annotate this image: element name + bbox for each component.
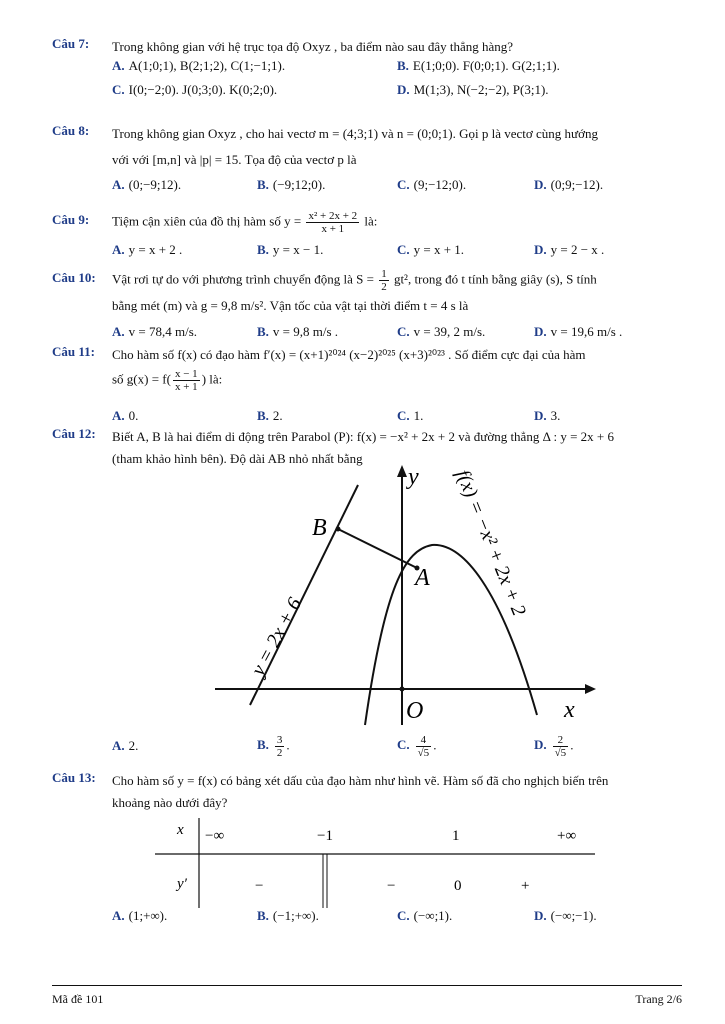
y-axis-label: y xyxy=(408,464,419,490)
question-number: Câu 11: xyxy=(52,344,95,359)
option-d[interactable]: D. v = 19,6 m/s . xyxy=(534,324,623,339)
sign-value: − xyxy=(255,878,264,894)
question-number: Câu 13: xyxy=(52,770,96,785)
option-c[interactable]: C. (9;−12;0). xyxy=(397,177,467,192)
options-row xyxy=(112,58,682,78)
option-d[interactable]: D. (0;9;−12). xyxy=(534,177,604,192)
options-row xyxy=(112,408,682,428)
fraction: $\frac{1}{2}$ xyxy=(381,268,387,293)
origin-point xyxy=(400,687,405,692)
option-c[interactable]: C. (−∞;1). xyxy=(397,908,453,923)
sign-value: 0 xyxy=(454,878,462,894)
question-text: Trong không gian Oxyz , cho hai vectơ m = (4;3;1) và n = (0;0;1). Gọi p là vectơ cùng hướng với với [m,n] và |p| = 15. Tọa độ của vectơ p là xyxy=(112,126,598,167)
segment-ab xyxy=(338,529,417,568)
option-c[interactable]: C. $\frac{4}{√5}$ . xyxy=(397,734,437,759)
option-a[interactable]: A. (1;+∞). xyxy=(112,908,168,923)
options-row xyxy=(112,734,682,759)
option-b[interactable]: B. v = 9,8 m/s . xyxy=(257,324,339,339)
sign-value: − xyxy=(387,878,396,894)
option-b[interactable]: B. y = x − 1. xyxy=(257,242,324,257)
option-d[interactable]: D. 3. xyxy=(534,408,561,423)
row-head-yprime: y′ xyxy=(177,876,187,892)
x-value: −1 xyxy=(317,828,333,844)
option-a[interactable]: A. A(1;0;1), B(2;1;2), C(1;−1;1). xyxy=(112,58,286,73)
line-label: y = 2x + 6 xyxy=(246,594,307,680)
point-a-label: A xyxy=(415,565,430,591)
parabola-label: f(x) = −x² + 2x + 2 xyxy=(451,466,531,620)
option-a[interactable]: A. (0;−9;12). xyxy=(112,177,182,192)
fraction: $\frac{\text{x² + 2x + 2}}{x + 1}$ xyxy=(308,210,358,235)
option-b[interactable]: B. (−1;+∞). xyxy=(257,908,319,923)
question-text: Tiệm cận xiên của đồ thị hàm số y = $\frac{\text{x² + 2x + 2}}{x + 1}$ là: xyxy=(112,210,378,235)
options-row xyxy=(112,82,682,102)
row-head-x: x xyxy=(177,822,184,838)
question-text: Cho hàm số y = f(x) có bảng xét dấu của đạo hàm như hình vẽ. Hàm số đã cho nghịch biến trên khoảng nào dưới đây? xyxy=(112,773,609,810)
origin-label: O xyxy=(406,698,424,724)
sign-table xyxy=(155,818,595,908)
option-b[interactable]: B. $\frac{3}{2}$ . xyxy=(257,734,290,759)
option-a[interactable]: A. y = x + 2 . xyxy=(112,242,183,257)
option-d[interactable]: D. y = 2 − x . xyxy=(534,242,605,257)
question-text: Cho hàm số f(x) có đạo hàm f′(x) = (x+1)²⁰²⁴ (x−2)²⁰²⁵ (x+3)²⁰²³ . Số điểm cực đại của hàm số g(x) = f( $\frac{x - 1}{x + 1}$ ) là: xyxy=(112,347,586,393)
x-axis-label: x xyxy=(564,697,575,723)
option-a[interactable]: A. 2. xyxy=(112,738,139,753)
exam-code: Mã đề 101 xyxy=(52,992,104,1006)
options-row xyxy=(112,324,682,344)
option-b[interactable]: B. E(1;0;0). F(0;0;1). G(2;1;1). xyxy=(397,58,560,73)
parabola-line-graph xyxy=(200,455,600,730)
option-b[interactable]: B. (−9;12;0). xyxy=(257,177,326,192)
point-b xyxy=(336,527,341,532)
options-row xyxy=(112,177,682,197)
question-text: Biết A, B là hai điểm di động trên Parabol (P): f(x) = −x² + 2x + 2 và đường thẳng Δ : y = 2x + 6 (tham khảo hình bên). Độ dài AB nhỏ nhất bằng xyxy=(112,429,614,466)
option-d[interactable]: D. M(1;3), N(−2;−2), P(3;1). xyxy=(397,82,549,97)
question-number: Câu 7: xyxy=(52,36,90,51)
options-row xyxy=(112,242,682,262)
option-a[interactable]: A. v = 78,4 m/s. xyxy=(112,324,198,339)
question-number: Câu 9: xyxy=(52,212,90,227)
page-number: Trang 2/6 xyxy=(635,992,682,1006)
question-number: Câu 8: xyxy=(52,123,90,138)
option-c[interactable]: C. I(0;−2;0). J(0;3;0). K(0;2;0). xyxy=(112,82,278,97)
option-c[interactable]: C. v = 39, 2 m/s. xyxy=(397,324,486,339)
sign-value: + xyxy=(521,878,530,894)
question-text: Trong không gian với hệ trục tọa độ Oxyz , ba điểm nào sau đây thẳng hàng? xyxy=(112,39,514,54)
question-text: Vật rơi tự do với phương trình chuyển động là S = $\frac{1}{2}$ gt², trong đó t tính bằng giây (s), S tính bằng mét (m) và g = 9,8 m/s². Vận tốc của vật tại thời điểm t = 4 s là xyxy=(112,268,597,313)
page-footer xyxy=(52,985,682,1007)
option-a[interactable]: A. 0. xyxy=(112,408,139,423)
point-b-label: B xyxy=(312,515,327,541)
question-number: Câu 10: xyxy=(52,270,96,285)
x-value: −∞ xyxy=(205,828,225,844)
option-b[interactable]: B. 2. xyxy=(257,408,283,423)
x-value: +∞ xyxy=(557,828,577,844)
option-c[interactable]: C. y = x + 1. xyxy=(397,242,465,257)
y-axis-arrow-icon xyxy=(397,465,407,477)
option-d[interactable]: D. $\frac{2}{√5}$ . xyxy=(534,734,574,759)
fraction: $\frac{x - 1}{x + 1}$ xyxy=(174,368,198,393)
option-c[interactable]: C. 1. xyxy=(397,408,424,423)
option-d[interactable]: D. (−∞;−1). xyxy=(534,908,597,923)
options-row xyxy=(112,908,682,928)
x-axis-arrow-icon xyxy=(585,684,596,694)
x-value: 1 xyxy=(452,828,460,844)
question-number: Câu 12: xyxy=(52,426,96,441)
